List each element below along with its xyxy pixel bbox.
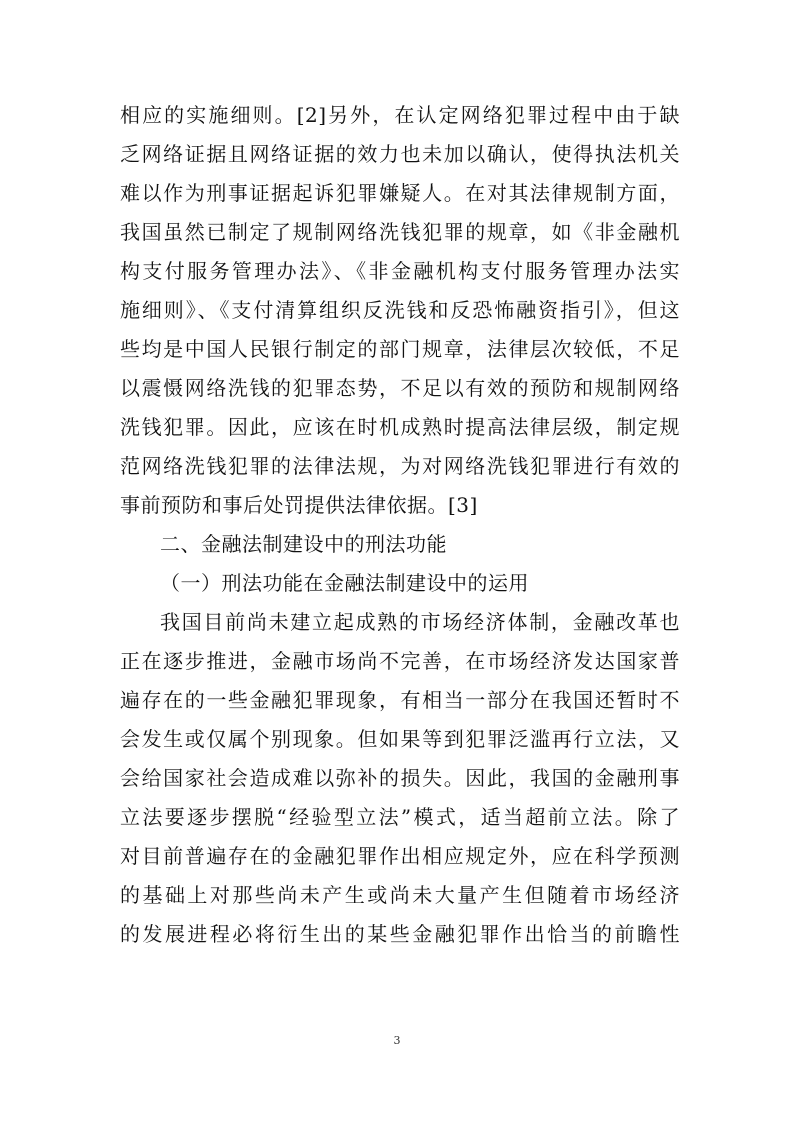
paragraph-line: 正在逐步推进，金融市场尚不完善，在市场经济发达国家普 <box>120 649 680 673</box>
paragraph-line: 难以作为刑事证据起诉犯罪嫌疑人。在对其法律规制方面， <box>120 181 680 205</box>
paragraph-line: 我国目前尚未建立起成熟的市场经济体制，金融改革也 <box>160 610 680 634</box>
paragraph-line: 会发生或仅属个别现象。但如果等到犯罪泛滥再行立法，又 <box>120 727 680 751</box>
paragraph-line: 会给国家社会造成难以弥补的损失。因此，我国的金融刑事 <box>120 766 680 790</box>
paragraph-line: 范网络洗钱犯罪的法律法规，为对网络洗钱犯罪进行有效的 <box>120 454 680 478</box>
paragraph-line: 我国虽然已制定了规制网络洗钱犯罪的规章，如《非金融机 <box>120 220 680 244</box>
paragraph-line: 以震慑网络洗钱的犯罪态势，不足以有效的预防和规制网络 <box>120 376 680 400</box>
subsection-heading: （一）刑法功能在金融法制建设中的运用 <box>160 571 529 595</box>
paragraph-line: 的基础上对那些尚未产生或尚未大量产生但随着市场经济 <box>120 883 680 907</box>
paragraph-line: 乏网络证据且网络证据的效力也未加以确认，使得执法机关 <box>120 142 680 166</box>
paragraph-line: 遍存在的一些金融犯罪现象，有相当一部分在我国还暂时不 <box>120 688 680 712</box>
paragraph-line: 洗钱犯罪。因此，应该在时机成熟时提高法律层级，制定规 <box>120 415 680 439</box>
paragraph-line: 的发展进程必将衍生出的某些金融犯罪作出恰当的前瞻性 <box>120 922 680 946</box>
paragraph-line: 对目前普遍存在的金融犯罪作出相应规定外，应在科学预测 <box>120 844 680 868</box>
paragraph-line: 施细则》、《支付清算组织反洗钱和反恐怖融资指引》，但这 <box>120 298 680 322</box>
body-text <box>120 96 680 954</box>
paragraph-line: 相应的实施细则。[2]另外，在认定网络犯罪过程中由于缺 <box>120 103 680 127</box>
paragraph-line: 构支付服务管理办法》、《非金融机构支付服务管理办法实 <box>120 259 680 283</box>
page-number: 3 <box>393 1034 401 1047</box>
paragraph-line: 些均是中国人民银行制定的部门规章，法律层次较低，不足 <box>120 337 680 361</box>
section-heading: 二、金融法制建设中的刑法功能 <box>160 532 447 556</box>
paragraph-line: 事前预防和事后处罚提供法律依据。[3] <box>120 493 478 517</box>
paragraph-line: 立法要逐步摆脱“经验型立法”模式，适当超前立法。除了 <box>120 805 680 829</box>
